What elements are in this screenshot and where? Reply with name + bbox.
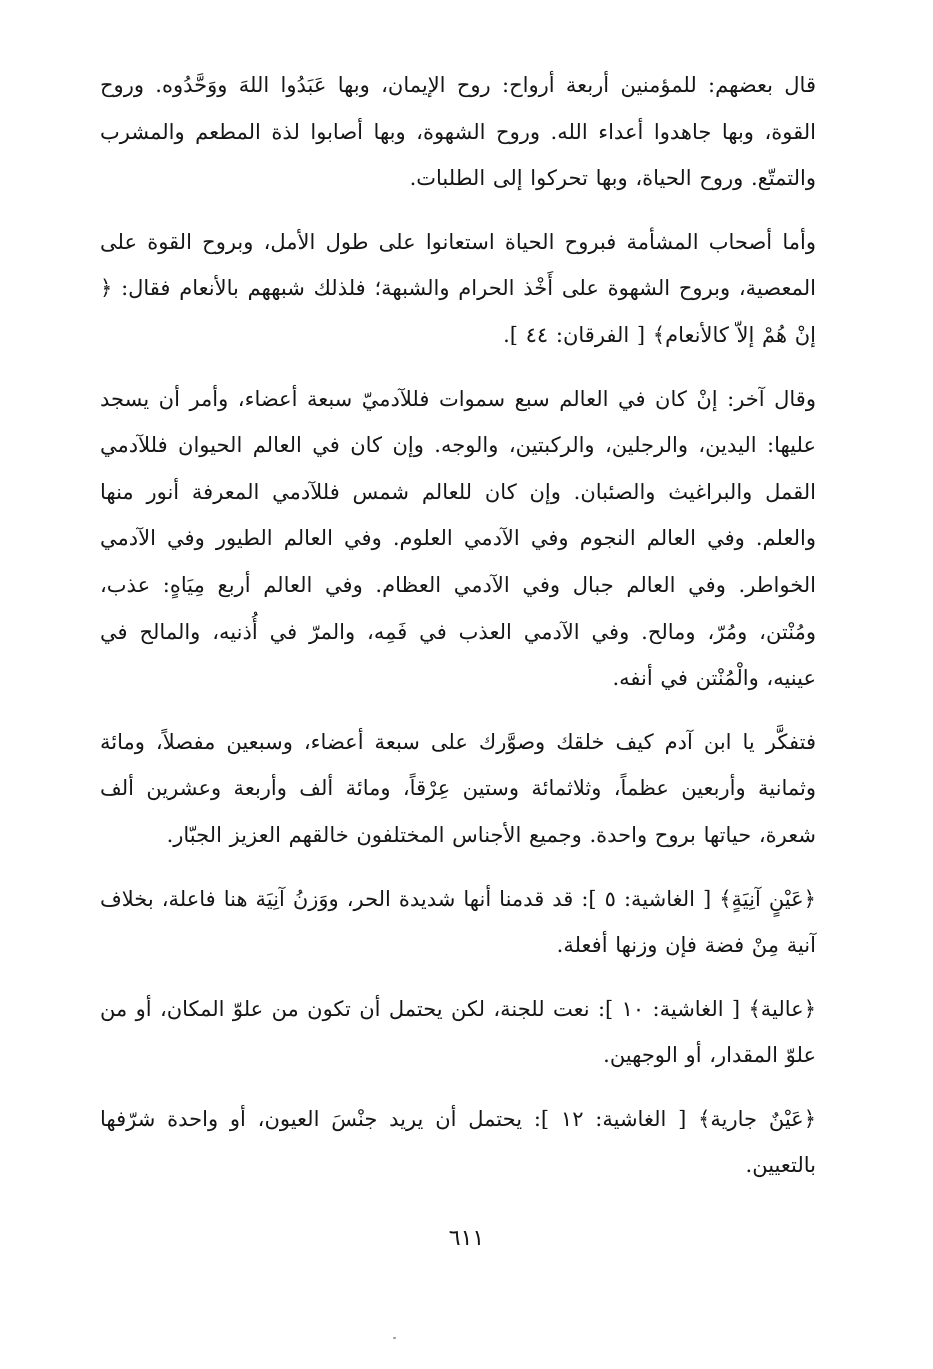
paragraph: ﴿عَيْنٌ جارية﴾ [ الغاشية: ١٢ ]: يحتمل أن يريد جنْسَ العيون، أو واحدة شرّفها بالتعيين.	[100, 1106, 816, 1178]
paragraph: وقال آخر: إنْ كان في العالم سبع سموات فللآدميّ سبعة أعضاء، وأمر أن يسجد عليها: اليدين، والرجلين، والركبتين، والوجه. وإن كان في العالم الحيوان فللآدمي القمل والبراغيث والصئبان. وإن كان للعالم شمس فللآدمي المعرفة أنور منها والعلم. وفي العالم النجوم وفي الآدمي العلوم. وفي العالم الطيور وفي الآدمي الخواطر. وفي العالم جبال وفي الآدمي العظام. وفي العالم أربع مِيَاهٍ: عذب، ومُنْتن، ومُرّ، ومالح. وفي الآدمي العذب في فَمِه، والمرّ في أُذنيه، والمالح في عينيه، والْمُنْتن في أنفه.	[100, 386, 816, 691]
paragraph: ﴿عَيْنٍ آنِيَةٍ﴾ [ الغاشية: ٥ ]: قد قدمنا أنها شديدة الحر، ووَزنُ آنِيَة هنا فاعلة، بخلاف آنية مِنْ فضة فإن وزنها أفعلة.	[100, 886, 816, 958]
paragraph: قال بعضهم: للمؤمنين أربعة أرواح: روح الإيمان، وبها عَبَدُوا اللهَ ووَحَّدُوه. وروح القوة، وبها جاهدوا أعداء الله. وروح الشهوة، وبها أصابوا لذة المطعم والمشرب والتمتّع. وروح الحياة، وبها تحركوا إلى الطلبات.	[100, 73, 816, 191]
page-number: ٦١١	[448, 1226, 485, 1251]
paragraph: فتفكَّر يا ابن آدم كيف خلقك وصوَّرك على سبعة أعضاء، وسبعين مفصلاً، ومائة وثمانية وأربعين عظماً، وثلاثمائة وستين عِرْقاً، ومائة ألف وأربعة وعشرين ألف شعرة، حياتها بروح واحدة. وجميع الأجناس المختلفون خالقهم العزيز الجبّار.	[100, 729, 816, 847]
scan-speck	[393, 1337, 396, 1339]
paragraph: ﴿عالية﴾ [ الغاشية: ١٠ ]: نعت للجنة، لكن يحتمل أن تكون من علوّ المكان، أو من علوّ المقدار، أو الوجهين.	[100, 996, 817, 1068]
page-body	[100, 62, 816, 1206]
paragraph: وأما أصحاب المشأمة فبروح الحياة استعانوا على طول الأمل، وبروح القوة على المعصية، وبروح الشهوة على أَخْذ الحرام والشبهة؛ فلذلك شبههم بالأنعام فقال: ﴿ إنْ هُمْ إلاّ كالأنعام﴾ [ الفرقان: ٤٤ ].	[100, 229, 816, 347]
